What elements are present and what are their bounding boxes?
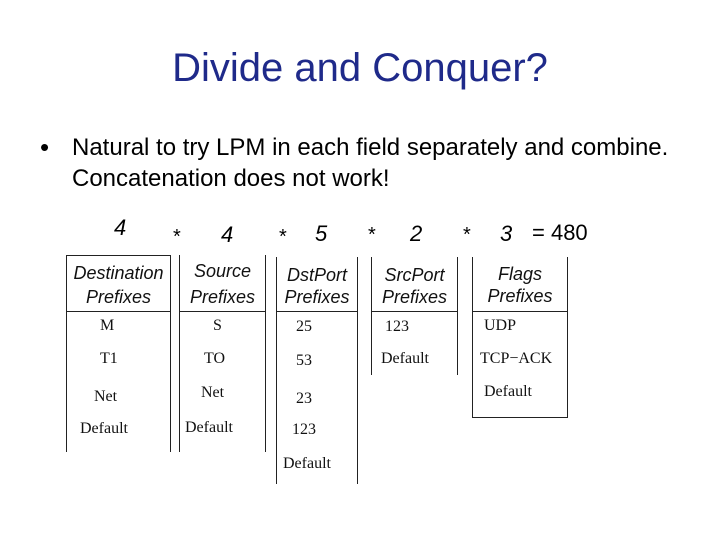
multiply-sign: *: [173, 226, 181, 248]
dstport-value: Default: [283, 455, 331, 472]
count-result: = 480: [532, 220, 588, 245]
count-flags: 3: [500, 221, 513, 246]
dstport-value: 53: [296, 352, 312, 369]
flags-header-prefixes: Prefixes: [487, 286, 553, 306]
dstport-value: 25: [296, 318, 312, 335]
srcport-header-prefixes: Prefixes: [381, 287, 448, 307]
source-header: Source: [193, 261, 252, 281]
flags-prefixes-column: [472, 257, 568, 417]
source-header-prefixes: Prefixes: [189, 287, 256, 307]
destination-header: Destination: [73, 263, 164, 283]
dstport-header-prefixes: Prefixes: [284, 287, 350, 307]
flags-value: UDP: [484, 317, 517, 334]
multiply-sign: *: [279, 226, 287, 248]
source-value: Net: [201, 384, 225, 401]
dstport-value: 123: [292, 421, 316, 438]
source-prefixes-column: [179, 255, 266, 452]
destination-value: Net: [94, 388, 118, 405]
destination-value: T1: [100, 350, 118, 367]
srcport-header: SrcPort: [384, 265, 445, 285]
count-source: 4: [221, 222, 234, 247]
slide-title: Divide and Conquer?: [172, 46, 548, 90]
flags-value: TCP−ACK: [480, 350, 553, 367]
destination-prefixes-column: [66, 255, 171, 452]
flags-header: Flags: [497, 264, 542, 284]
srcport-prefixes-column: [371, 257, 458, 375]
multiply-sign: *: [368, 224, 376, 246]
destination-value: Default: [80, 420, 128, 437]
source-value: TO: [204, 350, 226, 367]
dstport-prefixes-column: [276, 257, 358, 484]
count-srcport: 2: [410, 221, 423, 246]
bullet-text: Natural to try LPM in each field separately and combine. Concatenation does not work!: [72, 134, 669, 192]
count-destination: 4: [114, 215, 127, 240]
destination-header-prefixes: Prefixes: [85, 287, 152, 307]
srcport-value: Default: [381, 350, 429, 367]
flags-value: Default: [484, 383, 532, 400]
source-value: S: [213, 317, 222, 334]
count-dstport: 5: [315, 221, 328, 246]
destination-value: M: [100, 317, 115, 334]
bullet-marker: •: [40, 132, 50, 162]
source-value: Default: [185, 419, 233, 436]
dstport-header: DstPort: [286, 265, 347, 285]
srcport-value: 123: [385, 318, 409, 335]
dstport-value: 23: [296, 390, 312, 407]
multiply-sign: *: [463, 224, 471, 246]
